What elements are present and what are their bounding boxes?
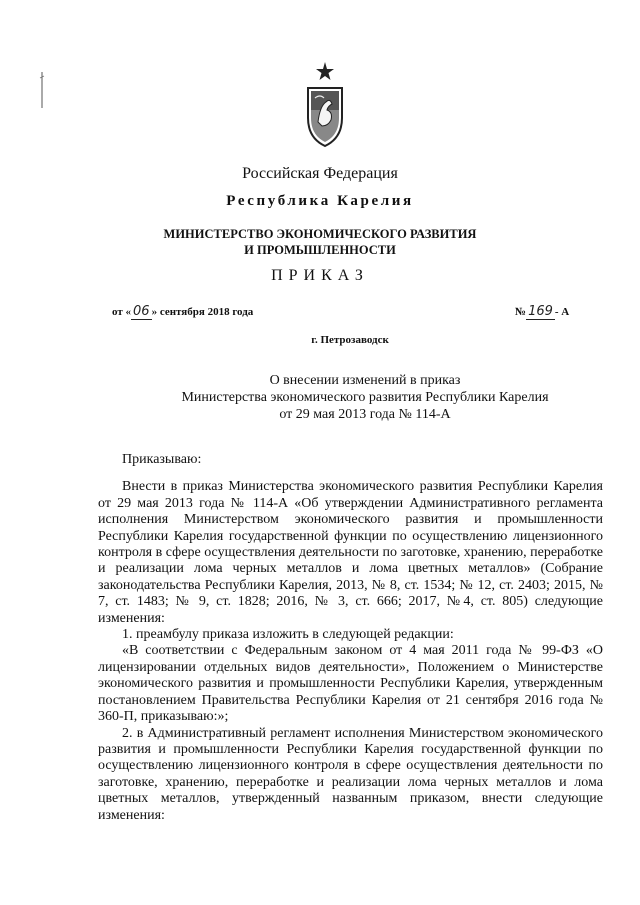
subject-line2: Министерства экономического развития Республики Карелия [181, 390, 549, 405]
order-body [98, 452, 603, 824]
number-suffix: - А [554, 306, 570, 318]
ministry-name [0, 226, 640, 258]
number-value-handwritten: 169 [528, 304, 553, 319]
ministry-name-line1: МИНИСТЕРСТВО ЭКОНОМИЧЕСКОГО РАЗВИТИЯ [163, 227, 477, 241]
subject-line1: О внесении изменений в приказ [269, 373, 461, 388]
ministry-name-line2: И ПРОМЫШЛЕННОСТИ [244, 243, 396, 257]
country-name: Российская Федерация [242, 165, 398, 182]
margin-mark-icon [38, 72, 46, 110]
order-subject [100, 372, 630, 423]
date-prefix: от « [112, 306, 132, 318]
order-date [112, 304, 253, 319]
city: г. Петрозаводск [311, 334, 389, 346]
number-prefix: № [515, 306, 527, 318]
paragraph-3: «В соответствии с Федеральным законом от 4 мая 2011 года № 99-ФЗ «О лицензировании отдельных видов деятельности», Положением о Министерстве экономического развития и промышленности Республики Карелия, утвержденным постановлением Правительства Республики Карелия от 21 сентября 2016 года № 360-П, приказываю:»; [98, 643, 603, 725]
order-number [515, 304, 569, 319]
paragraph-1: Внести в приказ Министерства экономического развития Республики Карелия от 29 мая 2013 года № 114-А «Об утверждении Административного регламента исполнения Министерством экономического развития и промышленности Республики Карелия государственной функции по осуществлению лицензионного контроля в сфере осуществления деятельности по заготовке, хранению, переработке и реализации лома черных металлов и лома цветных металлов» (Собрание законодательства Республики Карелия, 2013, № 8, ст. 1534; № 12, ст. 2403; 2015, № 7, ст. 1483; № 9, ст. 1828; 2016, № 3, ст. 666; 2017, №4, ст. 805) следующие изменения: [98, 479, 603, 626]
document-type: ПРИКАЗ [271, 267, 369, 284]
date-day-handwritten: 06 [133, 304, 150, 319]
date-suffix: » сентября 2018 года [151, 306, 254, 318]
order-word: Приказываю: [122, 452, 202, 467]
karelia-coat-of-arms-icon [300, 60, 350, 148]
paragraph-4: 2. в Административный регламент исполнения Министерством экономического развития и промышленности Республики Карелия государственной функции по осуществлению лицензионного контроля в сфере осуществления деятельности по заготовке, хранению, переработке и реализации лома черных металлов и лома цветных металлов, утвержденный названным приказом, внести следующие изменения: [98, 725, 603, 823]
paragraph-2: 1. преамбулу приказа изложить в следующей редакции: [122, 627, 454, 643]
republic-name: Республика Карелия [226, 193, 414, 209]
subject-line3: от 29 мая 2013 года № 114-А [279, 407, 451, 422]
